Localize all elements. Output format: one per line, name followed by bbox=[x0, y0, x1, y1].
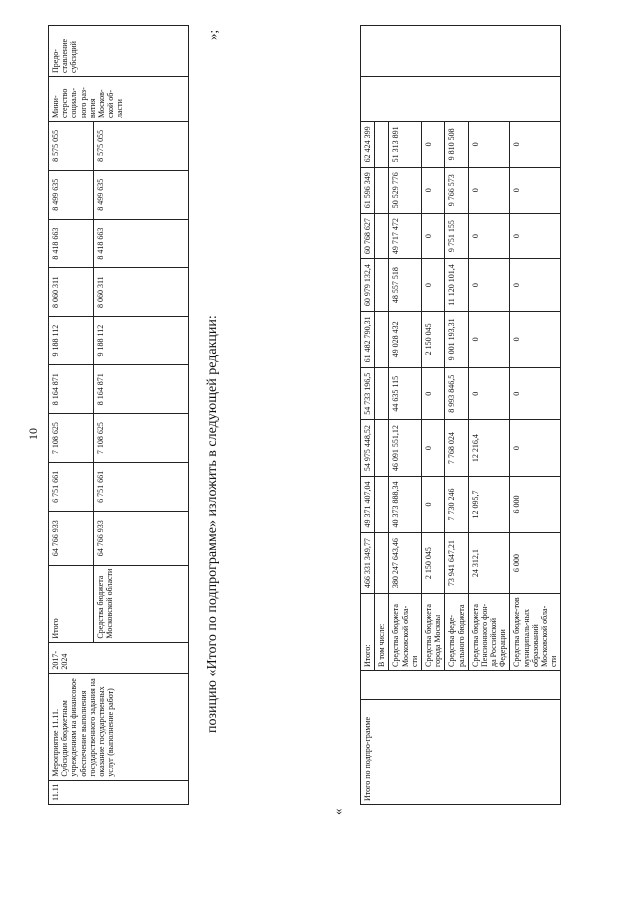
value-cell: 0 bbox=[468, 259, 510, 311]
executor-cell: Мини-стерство социаль-ного раз-вития Москов-ской об-ласти bbox=[49, 77, 189, 122]
activity-table bbox=[48, 25, 189, 805]
value-cell: 8 499 635 bbox=[94, 170, 189, 219]
value-cell bbox=[375, 122, 389, 168]
value-cell bbox=[375, 420, 389, 476]
value-cell: 60 979 132,4 bbox=[361, 259, 375, 311]
value-cell bbox=[375, 533, 389, 594]
blank-cell bbox=[361, 77, 561, 122]
value-cell: 0 bbox=[421, 213, 444, 259]
value-cell: 8 575 055 bbox=[49, 122, 94, 171]
value-cell: 8 993 846,5 bbox=[445, 368, 468, 420]
value-cell: 380 247 643,46 bbox=[389, 533, 422, 594]
value-cell bbox=[375, 259, 389, 311]
blank-cell bbox=[361, 671, 561, 700]
source-label-cell: Средства бюдже-тов муниципаль-ных образований Московской обла-сти bbox=[510, 594, 561, 671]
value-cell: 61 596 349 bbox=[361, 167, 375, 213]
result-cell: Предо-ставление субсидий bbox=[49, 26, 189, 77]
value-cell: 0 bbox=[510, 259, 561, 311]
value-cell: 9 751 155 bbox=[445, 213, 468, 259]
value-cell: 49 371 407,04 bbox=[361, 476, 375, 532]
value-cell: 6 751 661 bbox=[94, 462, 189, 511]
value-cell bbox=[375, 476, 389, 532]
event-name-cell: Мероприятие 11.11. Субсидии бюджетным учреждениям на финансовое обеспечение выполнения государственного задания на оказание государственных услуг (выполнение работ) bbox=[49, 673, 189, 780]
value-cell: 0 bbox=[421, 476, 444, 532]
value-cell: 0 bbox=[468, 167, 510, 213]
value-cell: 51 313 891 bbox=[389, 122, 422, 168]
source-label-cell: В том числе: bbox=[375, 594, 389, 671]
value-cell: 0 bbox=[510, 122, 561, 168]
value-cell: 46 091 551,12 bbox=[389, 420, 422, 476]
value-cell: 0 bbox=[421, 259, 444, 311]
value-cell: 0 bbox=[468, 311, 510, 367]
value-cell: 6 000 bbox=[510, 476, 561, 532]
value-cell: 0 bbox=[468, 368, 510, 420]
value-cell: 49 717 472 bbox=[389, 213, 422, 259]
value-cell bbox=[375, 213, 389, 259]
value-cell: 2 150 045 bbox=[421, 311, 444, 367]
source-label-cell: Средства бюджета Московской обла-сти bbox=[389, 594, 422, 671]
value-cell: 8 575 055 bbox=[94, 122, 189, 171]
value-cell: 48 557 518 bbox=[389, 259, 422, 311]
value-cell: 12 095,7 bbox=[468, 476, 510, 532]
value-cell: 64 766 933 bbox=[49, 511, 94, 565]
value-cell: 9 766 573 bbox=[445, 167, 468, 213]
source-label-cell: Средства бюджета Пенсионного фон-да Российской Федерации bbox=[468, 594, 510, 671]
value-cell: 50 529 776 bbox=[389, 167, 422, 213]
row-number-cell: 11.11 bbox=[49, 780, 189, 804]
value-cell: 0 bbox=[510, 311, 561, 367]
source-label-cell: Средства феде-рального бюджета bbox=[445, 594, 468, 671]
value-cell: 8 060 311 bbox=[94, 268, 189, 316]
value-cell: 40 373 888,34 bbox=[389, 476, 422, 532]
value-cell: 8 164 871 bbox=[94, 365, 189, 414]
value-cell: 44 635 115 bbox=[389, 368, 422, 420]
value-cell: 9 001 193,31 bbox=[445, 311, 468, 367]
source-label-cell: Средства бюджета Московской области bbox=[94, 565, 189, 642]
value-cell: 64 766 933 bbox=[94, 511, 189, 565]
value-cell bbox=[375, 167, 389, 213]
value-cell: 0 bbox=[421, 368, 444, 420]
value-cell bbox=[375, 311, 389, 367]
value-cell: 8 499 635 bbox=[49, 170, 94, 219]
blank-cell bbox=[361, 26, 561, 77]
value-cell bbox=[375, 368, 389, 420]
value-cell: 8 164 871 bbox=[49, 365, 94, 414]
value-cell: 0 bbox=[468, 122, 510, 168]
value-cell: 0 bbox=[421, 122, 444, 168]
value-cell: 73 941 647,21 bbox=[445, 533, 468, 594]
value-cell: 0 bbox=[510, 420, 561, 476]
value-cell: 2 150 045 bbox=[421, 533, 444, 594]
value-cell: 62 424 399 bbox=[361, 122, 375, 168]
value-cell: 49 028 432 bbox=[389, 311, 422, 367]
table-row bbox=[49, 26, 94, 805]
value-cell: 12 216,4 bbox=[468, 420, 510, 476]
value-cell: 9 188 112 bbox=[94, 316, 189, 364]
value-cell: 7 108 625 bbox=[94, 414, 189, 463]
source-label-cell: Итого bbox=[49, 565, 94, 642]
value-cell: 7 108 625 bbox=[49, 414, 94, 463]
page-number: 10 bbox=[26, 428, 40, 440]
subprogram-title-cell: Итого по подпро-грамме bbox=[361, 700, 561, 805]
value-cell: 9 188 112 bbox=[49, 316, 94, 364]
value-cell: 0 bbox=[510, 368, 561, 420]
subprogram-total-table bbox=[360, 25, 561, 805]
period-cell: 2017-2024 bbox=[49, 642, 189, 673]
value-cell: 11 120 101,4 bbox=[445, 259, 468, 311]
source-label-cell: Средства бюджета города Москвы bbox=[421, 594, 444, 671]
value-cell: 0 bbox=[468, 213, 510, 259]
value-cell: 7 730 246 bbox=[445, 476, 468, 532]
value-cell: 60 768 627 bbox=[361, 213, 375, 259]
value-cell: 8 060 311 bbox=[49, 268, 94, 316]
section-heading: позицию «Итого по подпрограмме» изложить в следующей редакции: bbox=[205, 315, 220, 733]
value-cell: 54 975 448,52 bbox=[361, 420, 375, 476]
table-row bbox=[361, 26, 375, 805]
value-cell: 0 bbox=[510, 213, 561, 259]
value-cell: 6 751 661 bbox=[49, 462, 94, 511]
closing-quote: »; bbox=[205, 29, 220, 40]
opening-quote: « bbox=[330, 808, 345, 815]
value-cell: 0 bbox=[510, 167, 561, 213]
value-cell: 6 000 bbox=[510, 533, 561, 594]
source-label-cell: Итого: bbox=[361, 594, 375, 671]
value-cell: 61 482 790,31 bbox=[361, 311, 375, 367]
value-cell: 466 331 349,77 bbox=[361, 533, 375, 594]
value-cell: 0 bbox=[421, 167, 444, 213]
value-cell: 8 418 663 bbox=[49, 219, 94, 268]
value-cell: 54 733 196,5 bbox=[361, 368, 375, 420]
value-cell: 9 810 508 bbox=[445, 122, 468, 168]
value-cell: 24 312,1 bbox=[468, 533, 510, 594]
value-cell: 8 418 663 bbox=[94, 219, 189, 268]
value-cell: 0 bbox=[421, 420, 444, 476]
value-cell: 7 768 024 bbox=[445, 420, 468, 476]
